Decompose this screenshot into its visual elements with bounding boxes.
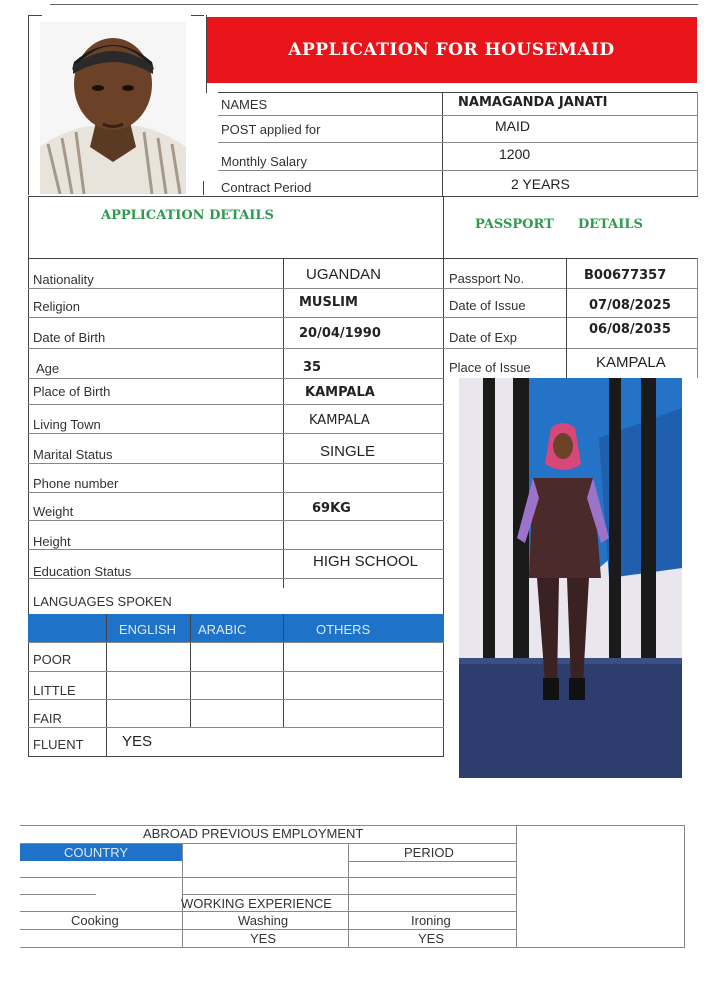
country-header (20, 844, 182, 861)
birthplace-value: KAMPALA (305, 385, 375, 400)
religion-value: MUSLIM (299, 295, 358, 310)
living-town-label: Living Town (33, 417, 101, 432)
title-bar (206, 17, 697, 83)
languages-header (28, 614, 444, 642)
ironing-value: YES (418, 931, 445, 946)
names-value: NAMAGANDA JANATI (458, 95, 608, 110)
dob-label: Date of Birth (33, 330, 106, 345)
age-value: 35 (303, 360, 322, 375)
passport-no-label: Passport No. (449, 271, 525, 286)
details-heading-word: DETAILS (578, 217, 643, 232)
nationality-label: Nationality (33, 272, 94, 287)
height-label: Height (33, 534, 71, 549)
exp-date-label: Date of Exp (449, 330, 517, 345)
contract-label: Contract Period (221, 180, 312, 195)
application-details-heading: APPLICATION DETAILS (101, 208, 274, 223)
dob-value: 20/04/1990 (299, 326, 381, 341)
religion-label: Religion (33, 299, 80, 314)
weight-label: Weight (33, 504, 74, 519)
issue-date-value: 07/08/2025 (589, 298, 671, 313)
living-town-value: KAMPALA (309, 413, 370, 428)
skill-ironing: Ironing (411, 913, 451, 928)
passport-no-value: B00677357 (584, 268, 667, 283)
experience-title: WORKING EXPERIENCE (181, 896, 332, 911)
level-fluent: FLUENT (33, 737, 84, 752)
skill-cooking: Cooking (71, 913, 119, 928)
weight-value: 69KG (312, 501, 351, 516)
names-label: NAMES (221, 97, 268, 112)
col-arabic: ARABIC (198, 622, 247, 637)
portrait-photo (40, 22, 186, 194)
fluent-english-value: YES (122, 733, 153, 750)
issue-place-label: Place of Issue (449, 360, 531, 375)
issue-date-label: Date of Issue (449, 298, 526, 313)
post-label: POST applied for (221, 122, 321, 137)
page-title: APPLICATION FOR HOUSEMAID (288, 40, 615, 60)
nationality-value: UGANDAN (306, 266, 382, 283)
contract-value: 2 YEARS (511, 176, 570, 192)
post-value: MAID (495, 118, 530, 134)
education-label: Education Status (33, 564, 132, 579)
languages-title: LANGUAGES SPOKEN (33, 594, 172, 609)
employment-title: ABROAD PREVIOUS EMPLOYMENT (143, 826, 364, 841)
period-label: PERIOD (404, 845, 454, 860)
marital-label: Marital Status (33, 447, 113, 462)
marital-value: SINGLE (320, 443, 376, 460)
top-border-line (50, 4, 698, 5)
col-others: OTHERS (316, 622, 371, 637)
washing-value: YES (250, 931, 277, 946)
phone-label: Phone number (33, 476, 119, 491)
col-english: ENGLISH (119, 622, 177, 637)
issue-place-value: KAMPALA (596, 354, 666, 371)
age-label: Age (36, 361, 60, 376)
level-fair: FAIR (33, 711, 62, 726)
full-body-photo (459, 378, 682, 778)
education-value: HIGH SCHOOL (313, 553, 419, 570)
exp-date-value: 06/08/2035 (589, 322, 671, 337)
salary-label: Monthly Salary (221, 154, 307, 169)
level-poor: POOR (33, 652, 72, 667)
salary-value: 1200 (499, 146, 531, 162)
passport-heading-word: PASSPORT (475, 217, 554, 232)
country-label: COUNTRY (64, 845, 129, 860)
level-little: LITTLE (33, 683, 76, 698)
skill-washing: Washing (238, 913, 289, 928)
birthplace-label: Place of Birth (33, 384, 111, 399)
